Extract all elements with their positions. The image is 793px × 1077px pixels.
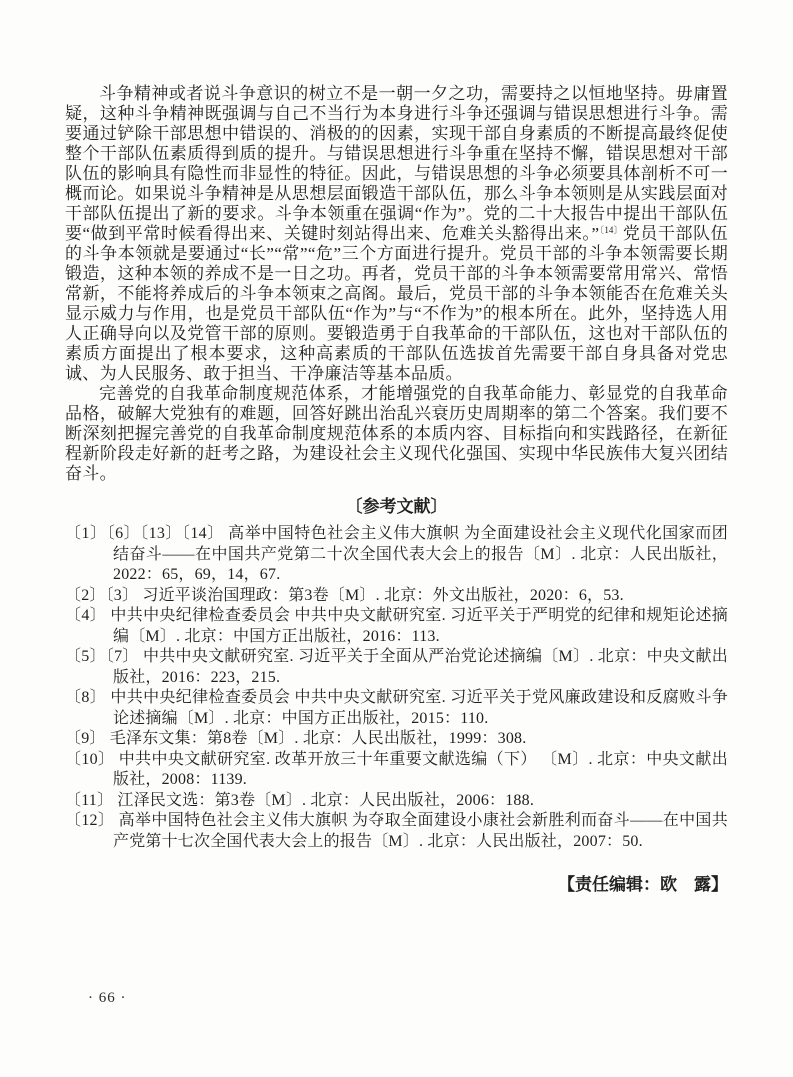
reference-item-8: 〔11〕 江泽民文选：第3卷〔M〕. 北京：人民出版社，2006：188.	[65, 791, 535, 809]
paragraph-1-text-after-citation: 党员干部队伍的斗争本领就是要通过“长”“常”“危”三个方面进行提升。党员干部的斗争本领需要长期锻造，这种本领的养成不是一日之功。再者，党员干部的斗争本领需要常用常兴、常悟常新，不能将养成后的斗争本领束之高阁。最后，党员干部的斗争本领能否在危难关头显示威力与作用，也是党员干部队伍“作为”与“不作为”的根本所在。此外，坚持选人用人正确导向以及党管干部的原则。要锻造勇于自我革命的干部队伍，这也对干部队伍的素质方面提出了根本要求，这种高素质的干部队伍选拔首先需要干部自身具备对党忠诚、为人民服务、敢于担当、干净廉洁等基本品质。	[65, 224, 728, 383]
reference-item-6: 〔9〕 毛泽东文集：第8卷〔M〕. 北京：人民出版社，1999：308.	[65, 730, 527, 747]
page-number: · 66 ·	[88, 990, 127, 1006]
reference-item-4: 〔5〕〔7〕 中共中央文献研究室. 习近平关于全面从严治党论述摘编〔M〕. 北京：中央文献出版社，2016：223，215.	[65, 648, 728, 686]
references-list	[65, 524, 728, 852]
article-content	[65, 84, 728, 896]
reference-item-3: 〔4〕 中共中央纪律检查委员会 中共中央文献研究室. 习近平关于严明党的纪律和规矩论述摘编〔M〕. 北京：中国方正出版社，2016：113.	[65, 607, 728, 645]
reference-item-9: 〔12〕 高举中国特色社会主义伟大旗帜 为夺取全面建设小康社会新胜利而奋斗——在中国共产党第十七次全国代表大会上的报告〔M〕. 北京：人民出版社，2007：50.	[65, 812, 728, 850]
responsible-editor-note: 【责任编辑：欧 露】	[558, 875, 728, 894]
references-heading: 〔参考文献〕	[345, 497, 448, 516]
reference-item-1: 〔1〕〔6〕〔13〕〔14〕 高举中国特色社会主义伟大旗帜 为全面建设社会主义现代化国家而团结奋斗——在中国共产党第二十次全国代表大会上的报告〔M〕. 北京：人民出版社，2022：65，69，14，67.	[65, 525, 728, 583]
reference-item-2: 〔2〕〔3〕 习近平谈治国理政：第3卷〔M〕. 北京：外文出版社，2020：6，53.	[65, 586, 624, 604]
paragraph-1-text-before-citation: 斗争精神或者说斗争意识的树立不是一朝一夕之功，需要持之以恒地坚持。毋庸置疑，这种斗争精神既强调与自己不当行为本身进行斗争还强调与错误思想进行斗争。需要通过铲除干部思想中错误的、消极的的因素，实现干部自身素质的不断提高最终促使整个干部队伍素质得到质的提升。与错误思想进行斗争重在坚持不懈，错误思想对干部队伍的影响具有隐性而非显性的特征。因此，与错误思想的斗争必须要具体剖析不可一概而论。如果说斗争精神是从思想层面锻造干部队伍，那么斗争本领则是从实践层面对干部队伍提出了新的要求。斗争本领重在强调“作为”。党的二十大报告中提出干部队伍要“做到平常时候看得出来、关键时刻站得出来、危难关头豁得出来。”	[65, 84, 728, 243]
body-paragraph-2: 完善党的自我革命制度规范体系，才能增强党的自我革命能力、彰显党的自我革命品格，破解大党独有的难题，回答好跳出治乱兴衰历史周期率的第二个答案。我们要不断深刻把握完善党的自我革命制度规范体系的本质内容、目标指向和实践路径，在新征程新阶段走好新的赶考之路，为建设社会主义现代化强国、实现中华民族伟大复兴团结奋斗。	[65, 384, 728, 483]
reference-item-5: 〔8〕 中共中央纪律检查委员会 中共中央文献研究室. 习近平关于党风廉政建设和反腐败斗争论述摘编〔M〕. 北京：中国方正出版社，2015：110.	[65, 689, 728, 727]
reference-item-7: 〔10〕 中共中央文献研究室. 改革开放三十年重要文献选编（下） 〔M〕. 北京：中央文献出版社，2008：1139.	[65, 750, 728, 788]
body-paragraph-1	[65, 84, 728, 384]
citation-superscript-14: 〔14〕	[599, 225, 623, 235]
